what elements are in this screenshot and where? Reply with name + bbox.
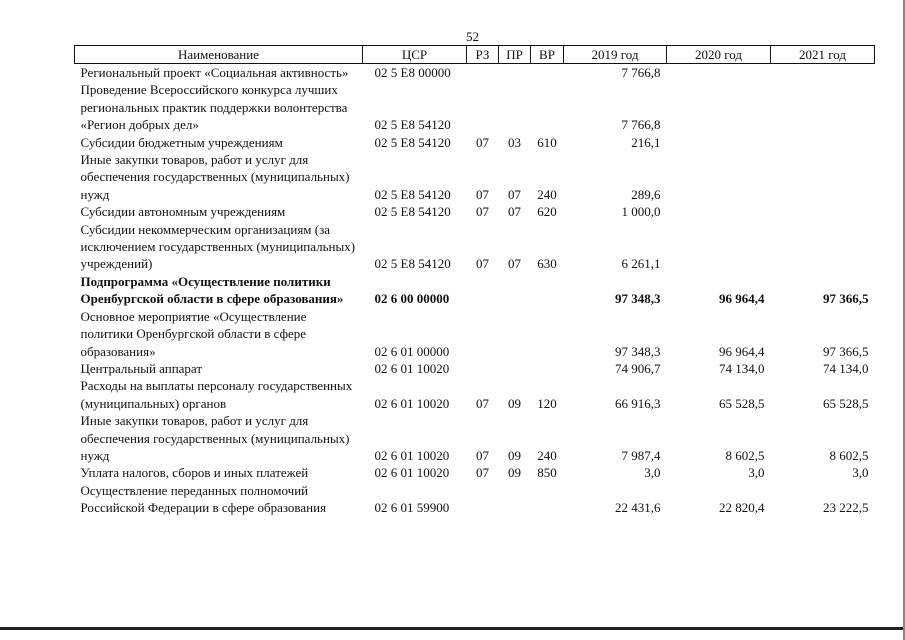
row-vr: 620 <box>537 204 557 220</box>
row-csr: 02 5 E8 54120 <box>374 134 451 150</box>
row-csr: 02 6 01 10020 <box>374 360 450 376</box>
row-value-2021 <box>771 64 875 82</box>
row-rz <box>467 482 499 517</box>
row-value-2019: 7 766,8 <box>621 117 661 133</box>
table-row <box>75 151 875 203</box>
row-pr: 07 <box>508 204 521 220</box>
row-name: Региональный проект «Социальная активность» <box>80 65 349 80</box>
row-pr <box>499 81 531 133</box>
row-value-2020 <box>667 81 771 133</box>
row-pr: 07 <box>508 186 521 202</box>
table-row <box>75 412 875 464</box>
row-pr <box>499 308 531 360</box>
row-vr: 630 <box>537 256 557 272</box>
row-name: Основное мероприятие «Осуществление политики Оренбургской области в сфере образования» <box>80 308 307 359</box>
row-value-2020: 96 964,4 <box>719 291 765 307</box>
row-vr <box>531 482 564 517</box>
row-name: Расходы на выплаты персоналу государственных (муниципальных) органов <box>80 378 353 411</box>
row-pr <box>499 482 531 517</box>
row-name: Осуществление переданных полномочий Российской Федерации в сфере образования <box>80 482 327 516</box>
table-row <box>75 273 875 308</box>
row-value-2020: 65 528,5 <box>719 395 765 411</box>
row-name: Проведение Всероссийского конкурса лучших региональных практик поддержки волонтерства «Регион добрых дел» <box>80 82 348 133</box>
row-name: Субсидии автономным учреждениям <box>80 204 286 220</box>
row-value-2020 <box>667 221 771 273</box>
header-pr: ПР <box>499 46 531 64</box>
header-name: Наименование <box>75 46 363 64</box>
row-rz <box>467 64 499 82</box>
row-value-2020: 96 964,4 <box>719 343 765 359</box>
row-value-2019: 3,0 <box>644 465 661 481</box>
row-pr: 09 <box>508 447 521 463</box>
row-value-2021 <box>771 134 875 151</box>
row-csr: 02 5 E8 54120 <box>374 256 451 272</box>
row-rz <box>467 360 499 377</box>
row-value-2020 <box>667 203 771 220</box>
row-value-2021 <box>771 151 875 203</box>
table-row <box>75 377 875 412</box>
row-value-2021: 97 366,5 <box>823 343 869 359</box>
table-row <box>75 134 875 151</box>
row-value-2021 <box>771 81 875 133</box>
row-csr: 02 6 01 59900 <box>374 500 450 516</box>
row-pr: 09 <box>508 465 521 481</box>
page-bottom-border <box>0 627 905 630</box>
header-rz: РЗ <box>467 46 499 64</box>
row-name: Субсидии бюджетным учреждениям <box>80 134 283 150</box>
table-row <box>75 203 875 220</box>
row-name: Подпрограмма «Осуществление политики Оренбургской области в сфере образования» <box>80 273 344 307</box>
row-value-2020: 22 820,4 <box>719 500 765 516</box>
row-value-2020: 8 602,5 <box>725 447 765 463</box>
row-value-2020 <box>667 151 771 203</box>
row-name: Субсидии некоммерческим организациям (за исключением государственных (муниципальных) учреждений) <box>80 221 356 272</box>
row-csr: 02 5 E8 54120 <box>374 204 451 220</box>
table-header-row <box>75 46 875 64</box>
header-vr: ВР <box>531 46 564 64</box>
row-vr: 610 <box>537 134 557 150</box>
row-rz: 07 <box>476 447 489 463</box>
row-value-2020: 3,0 <box>748 465 765 481</box>
row-value-2019: 66 916,3 <box>615 395 661 411</box>
row-value-2019: 74 906,7 <box>615 360 661 376</box>
table-body <box>75 64 875 517</box>
row-value-2019: 97 348,3 <box>615 343 661 359</box>
row-value-2020 <box>667 134 771 151</box>
table-row <box>75 64 875 82</box>
header-csr: ЦСР <box>363 46 467 64</box>
row-value-2021: 3,0 <box>852 465 869 481</box>
row-csr: 02 6 00 00000 <box>374 291 450 307</box>
row-csr: 02 6 01 00000 <box>374 343 450 359</box>
row-value-2019: 7 766,8 <box>621 65 661 80</box>
row-pr <box>499 360 531 377</box>
row-vr <box>531 64 564 82</box>
row-csr: 02 5 E8 54120 <box>374 186 451 202</box>
row-value-2020: 74 134,0 <box>719 360 765 376</box>
row-value-2021 <box>771 221 875 273</box>
row-pr: 07 <box>508 256 521 272</box>
row-value-2020 <box>667 64 771 82</box>
row-pr: 09 <box>508 395 521 411</box>
table-row <box>75 360 875 377</box>
row-csr: 02 6 01 10020 <box>374 395 450 411</box>
row-pr: 03 <box>508 134 521 150</box>
row-rz: 07 <box>476 134 489 150</box>
row-name: Иные закупки товаров, работ и услуг для обеспечения государственных (муниципальных) нужд <box>80 413 350 463</box>
row-pr <box>499 273 531 308</box>
table-row <box>75 482 875 517</box>
row-value-2021 <box>771 203 875 220</box>
table-row <box>75 464 875 481</box>
row-value-2019: 289,6 <box>631 186 661 202</box>
row-value-2021: 65 528,5 <box>823 395 869 411</box>
row-value-2019: 1 000,0 <box>621 204 661 220</box>
row-pr <box>499 64 531 82</box>
row-rz <box>467 308 499 360</box>
row-value-2019: 22 431,6 <box>615 500 661 516</box>
header-2021: 2021 год <box>771 46 875 64</box>
row-value-2021: 23 222,5 <box>823 500 869 516</box>
row-value-2019: 216,1 <box>631 134 661 150</box>
row-vr <box>531 273 564 308</box>
row-value-2019: 6 261,1 <box>621 256 661 272</box>
row-name: Центральный аппарат <box>80 360 203 376</box>
row-value-2019: 97 348,3 <box>615 291 661 307</box>
row-name: Уплата налогов, сборов и иных платежей <box>80 465 309 481</box>
header-2019: 2019 год <box>564 46 667 64</box>
row-value-2019: 7 987,4 <box>621 447 661 463</box>
row-vr <box>531 81 564 133</box>
row-rz: 07 <box>476 465 489 481</box>
row-rz <box>467 81 499 133</box>
row-rz <box>467 273 499 308</box>
row-vr <box>531 360 564 377</box>
row-vr: 240 <box>537 447 557 463</box>
row-rz: 07 <box>476 204 489 220</box>
header-2020: 2020 год <box>667 46 771 64</box>
budget-table <box>74 45 875 517</box>
row-csr: 02 5 E8 00000 <box>374 65 451 80</box>
table-row <box>75 221 875 273</box>
row-name: Иные закупки товаров, работ и услуг для обеспечения государственных (муниципальных) нужд <box>80 152 350 202</box>
row-rz: 07 <box>476 395 489 411</box>
table-row <box>75 308 875 360</box>
row-csr: 02 6 01 10020 <box>374 447 450 463</box>
row-vr <box>531 308 564 360</box>
row-vr: 850 <box>537 465 557 481</box>
row-vr: 240 <box>537 186 557 202</box>
row-vr: 120 <box>537 395 557 411</box>
row-rz: 07 <box>476 186 489 202</box>
row-value-2021: 74 134,0 <box>823 360 869 376</box>
page-number: 52 <box>466 29 479 44</box>
row-csr: 02 5 E8 54120 <box>374 117 451 133</box>
table-row <box>75 81 875 133</box>
row-value-2021: 97 366,5 <box>823 291 869 307</box>
row-rz: 07 <box>476 256 489 272</box>
row-csr: 02 6 01 10020 <box>374 465 450 481</box>
row-value-2021: 8 602,5 <box>829 447 869 463</box>
